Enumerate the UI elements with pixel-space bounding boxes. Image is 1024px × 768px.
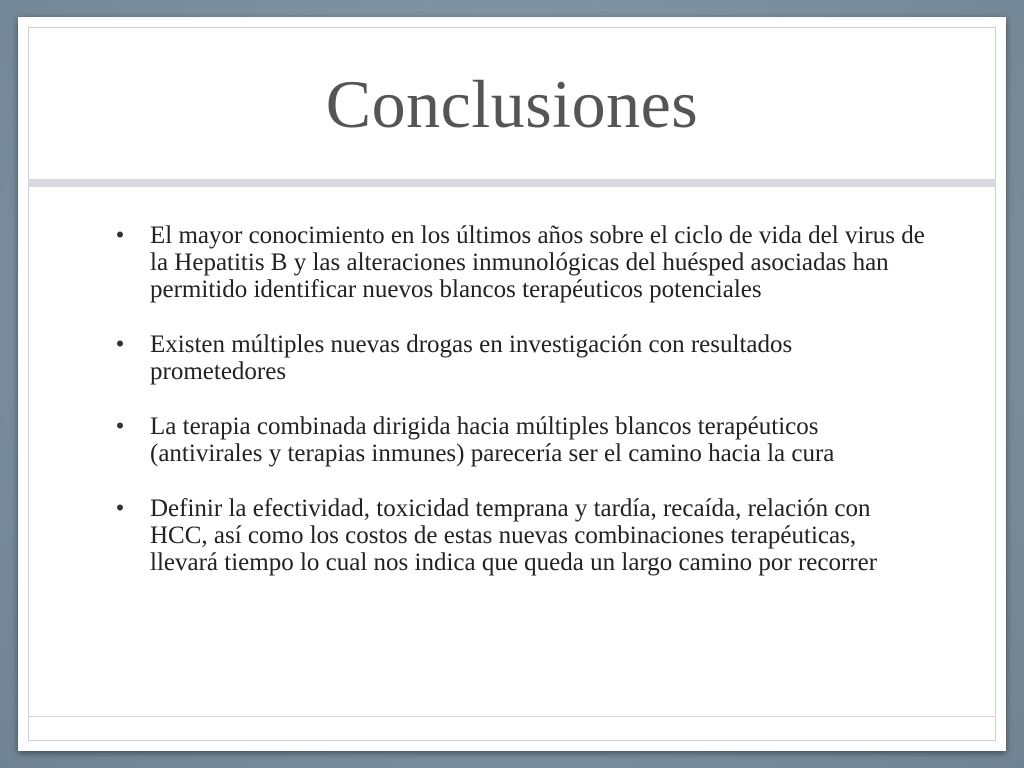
footer-divider <box>28 716 996 717</box>
bullet-item <box>110 413 930 467</box>
slide <box>18 17 1006 751</box>
slide-title: Conclusiones <box>325 66 699 142</box>
bullet-item <box>110 331 930 385</box>
title-divider <box>28 179 996 187</box>
title-area <box>28 27 996 182</box>
bullet-icon: • <box>115 222 125 249</box>
bullet-icon: • <box>115 413 125 440</box>
bullet-item <box>110 222 930 303</box>
bullet-text: La terapia combinada dirigida hacia múltiples blancos terapéuticos (antivirales y terapias inmunes) parecería ser el camino hacia la cura <box>150 413 835 467</box>
bullet-icon: • <box>115 495 125 522</box>
bullet-text: Definir la efectividad, toxicidad temprana y tardía, recaída, relación con HCC, así como los costos de estas nuevas combinaciones terapéuticas, llevará tiempo lo cual nos indica que queda un largo camino por recorrer <box>150 495 878 576</box>
bullet-item <box>110 495 930 576</box>
bullet-text: El mayor conocimiento en los últimos años sobre el ciclo de vida del virus de la Hepatitis B y las alteraciones inmunológicas del huésped asociadas han permitido identificar nuevos blancos terapéuticos potenciales <box>150 222 925 303</box>
content-area <box>110 222 930 604</box>
bullet-text: Existen múltiples nuevas drogas en investigación con resultados prometedores <box>150 331 793 385</box>
bullet-icon: • <box>115 331 125 358</box>
bullet-list <box>110 222 930 576</box>
